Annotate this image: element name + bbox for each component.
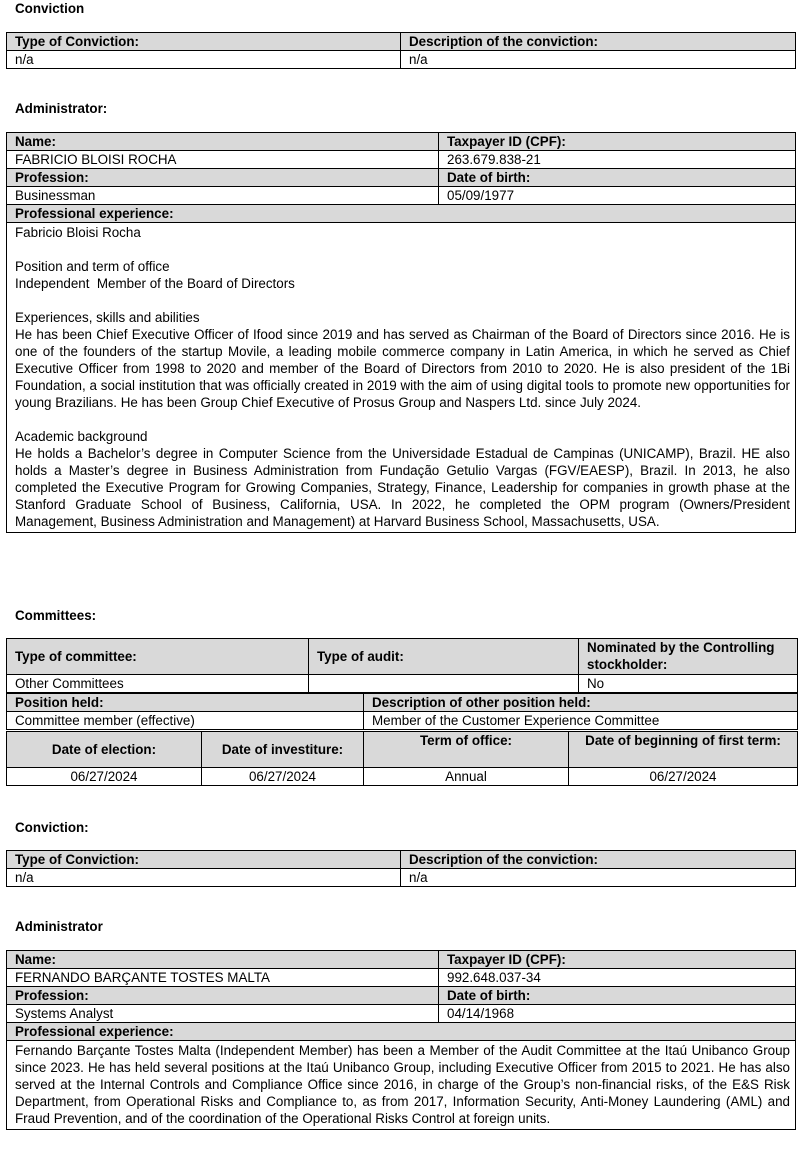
date-of-birth-label: Date of birth:: [439, 169, 796, 187]
type-of-conviction-header: Type of Conviction:: [7, 851, 401, 869]
name-label: Name:: [7, 951, 439, 969]
nominated-value: No: [579, 675, 798, 693]
committee-type-table: [6, 638, 798, 693]
type-of-conviction-header: Type of Conviction:: [7, 33, 401, 51]
first-term-start-label: Date of beginning of first term:: [569, 732, 798, 768]
academic-heading: Academic background: [15, 429, 148, 444]
professional-experience-content: [7, 223, 796, 533]
cpf-value: 263.679.838-21: [439, 151, 796, 169]
term-of-office-value: Annual: [364, 768, 569, 786]
experience-paragraph: Fernando Barçante Tostes Malta (Independent Member) has been a Member of the Audit Committee at the Itaú Unibanco Group since 2023. He has held several positions at the Itaú Unibanco Group, including Executive Officer from 2015 to 2021. He has also served at the Internal Controls and Compliance Office since 2016, in charge of the Group’s non-financial risks, of the E&S Risk Department, from Operational Risks and Compliance to, as from 2017, Information Security, Anti-Money Laundering (AML) and Fraud Prevention, and of the coordination of the Operational Risks Control at foreign units.: [15, 1043, 790, 1126]
cpf-label: Taxpayer ID (CPF):: [439, 951, 796, 969]
name-value: FABRICIO BLOISI ROCHA: [7, 151, 439, 169]
date-of-birth-value: 04/14/1968: [439, 1005, 796, 1023]
first-term-start-value: 06/27/2024: [569, 768, 798, 786]
conviction-table: [6, 32, 796, 69]
description-of-conviction-header: Description of the conviction:: [401, 851, 796, 869]
nominated-by-controlling-stockholder-label: Nominated by the Controlling stockholder:: [579, 639, 798, 675]
skills-paragraph: He has been Chief Executive Officer of Ifood since 2019 and has served as Chairman of the Board of Directors since 2016. He is one of the founders of the startup Movile, a leading mobile commerce company in Latin America, in which he served as Chief Executive Officer from 1998 to 2020 and member of the Board of Directors from 2010 to 2020. He is also president of the 1Bi Foundation, a social institution that was officially created in 2019 with the aim of using digital tools to promote new opportunities for young Brazilians. He has been Group Chief Executive of Prosus Group and Naspers Ltd. since July 2024.: [15, 327, 790, 410]
professional-experience-label: Professional experience:: [7, 1023, 796, 1041]
term-of-office-label: Term of office:: [364, 732, 569, 768]
description-of-conviction-header: Description of the conviction:: [401, 33, 796, 51]
type-of-committee-value: Other Committees: [7, 675, 309, 693]
name-value: FERNANDO BARÇANTE TOSTES MALTA: [7, 969, 439, 987]
other-position-description-label: Description of other position held:: [364, 694, 798, 712]
description-of-conviction-value: n/a: [401, 869, 796, 887]
committees-section-title: Committees:: [15, 608, 97, 623]
profession-label: Profession:: [7, 169, 439, 187]
professional-experience-content: [7, 1041, 796, 1130]
committee-dates-table: [6, 731, 798, 786]
cpf-value: 992.648.037-34: [439, 969, 796, 987]
conviction-section-title: Conviction: [15, 1, 85, 16]
administrator-section-title: Administrator:: [15, 101, 108, 116]
type-of-audit-value: [309, 675, 579, 693]
date-of-birth-value: 05/09/1977: [439, 187, 796, 205]
committee-position-table: [6, 693, 798, 730]
conviction-2-section-title: Conviction:: [15, 820, 89, 835]
administrator-2-section-title: Administrator: [15, 919, 103, 934]
type-of-conviction-value: n/a: [7, 51, 401, 69]
position-held-value: Committee member (effective): [7, 712, 364, 730]
profession-value: Businessman: [7, 187, 439, 205]
position-held-label: Position held:: [7, 694, 364, 712]
date-of-election-value: 06/27/2024: [7, 768, 202, 786]
profession-label: Profession:: [7, 987, 439, 1005]
administrator-2-table: [6, 950, 796, 1130]
date-of-investiture-label: Date of investiture:: [202, 732, 364, 768]
type-of-audit-label: Type of audit:: [309, 639, 579, 675]
type-of-committee-label: Type of committee:: [7, 639, 309, 675]
date-of-birth-label: Date of birth:: [439, 987, 796, 1005]
name-label: Name:: [7, 133, 439, 151]
experience-person-name: Fabricio Bloisi Rocha: [15, 225, 141, 240]
type-of-conviction-value: n/a: [7, 869, 401, 887]
date-of-investiture-value: 06/27/2024: [202, 768, 364, 786]
administrator-table: [6, 132, 796, 533]
position-heading: Position and term of office: [15, 259, 170, 274]
professional-experience-label: Professional experience:: [7, 205, 796, 223]
description-of-conviction-value: n/a: [401, 51, 796, 69]
profession-value: Systems Analyst: [7, 1005, 439, 1023]
cpf-label: Taxpayer ID (CPF):: [439, 133, 796, 151]
date-of-election-label: Date of election:: [7, 732, 202, 768]
academic-paragraph: He holds a Bachelor’s degree in Computer Science from the Universidade Estadual de Campinas (UNICAMP), Brazil. HE also holds a Master’s degree in Business Administration from Fundação Getulio Vargas (FGV/EAESP), Brazil. In 2013, he also completed the Executive Program for Growing Companies, Strategy, Finance, Leadership for companies in growth phase at the Stanford Graduate School of Business, California, USA. In 2022, he completed the OPM program (Owners/President Management, Business Administration and Management) at Harvard Business School, Massachusetts, USA.: [15, 446, 790, 529]
position-value: Independent Member of the Board of Directors: [15, 276, 295, 291]
other-position-description-value: Member of the Customer Experience Committee: [364, 712, 798, 730]
skills-heading: Experiences, skills and abilities: [15, 310, 200, 325]
conviction-2-table: [6, 850, 796, 887]
